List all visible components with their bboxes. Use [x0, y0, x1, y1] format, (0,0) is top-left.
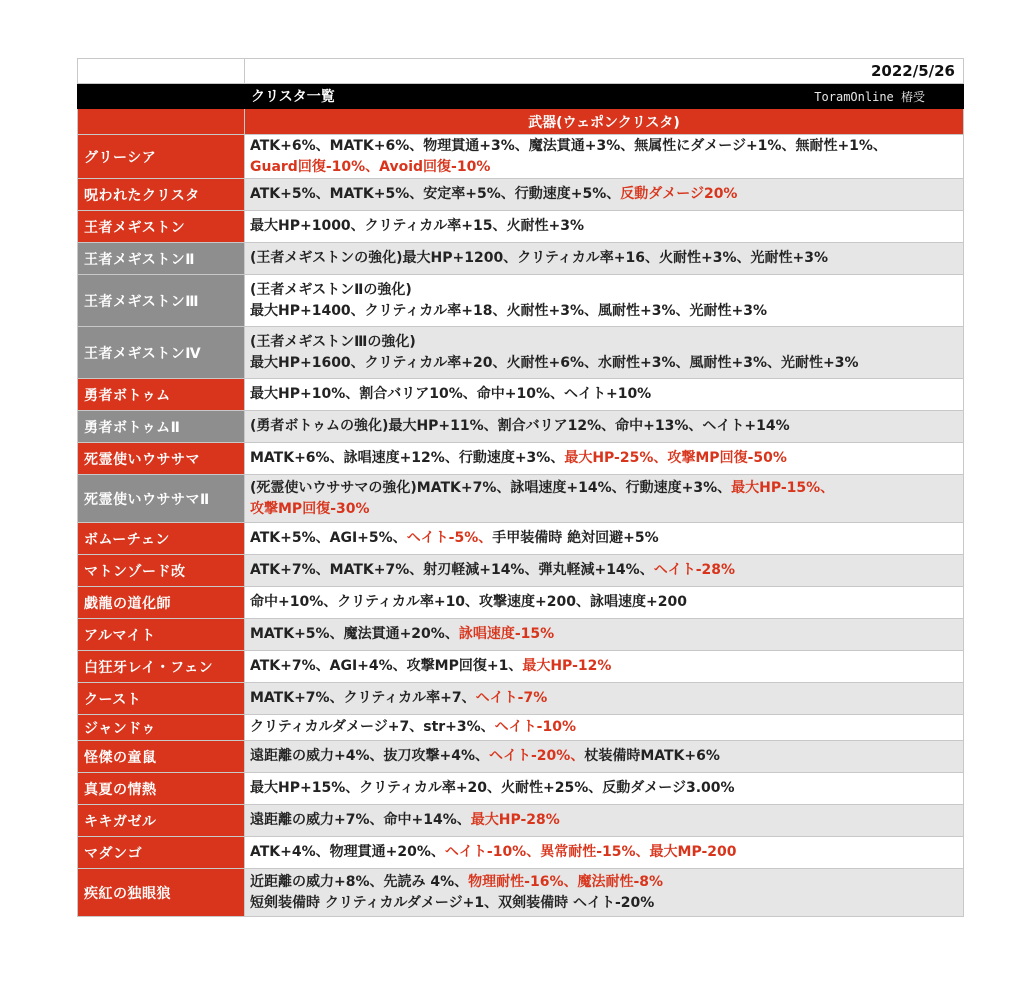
crysta-name: 呪われたクリスタ	[78, 179, 245, 211]
effect-line	[250, 624, 963, 645]
crysta-row	[78, 411, 964, 443]
crysta-effect	[245, 443, 964, 475]
crysta-row	[78, 275, 964, 327]
crysta-row	[78, 555, 964, 587]
crysta-effect	[245, 211, 964, 243]
effect-line	[250, 499, 963, 520]
effect-bonus: 最大HP+15%、クリティカル率+20、火耐性+25%、反動ダメージ3.00%	[250, 780, 735, 796]
date-label: 2022/5/26	[245, 59, 964, 84]
effect-bonus: ATK+4%、物理貫通+20%、	[250, 844, 445, 860]
crysta-row	[78, 379, 964, 411]
effect-line	[250, 416, 963, 437]
crysta-row	[78, 587, 964, 619]
crysta-name: 王者メギストンⅣ	[78, 327, 245, 379]
effect-bonus: 遠距離の威力+7%、命中+14%、	[250, 812, 471, 828]
crysta-row	[78, 243, 964, 275]
crysta-effect	[245, 243, 964, 275]
effect-line	[250, 184, 963, 205]
crysta-row	[78, 869, 964, 917]
effect-line	[250, 332, 963, 353]
effect-line	[250, 478, 963, 499]
crysta-effect	[245, 715, 964, 741]
effect-bonus: 最大HP+1400、クリティカル率+18、火耐性+3%、風耐性+3%、光耐性+3%	[250, 302, 767, 319]
effect-bonus: 近距離の威力+8%、先読み 4%、	[250, 873, 469, 890]
effect-penalty: ヘイト-20%、	[489, 748, 585, 764]
effect-line	[250, 872, 963, 893]
effect-penalty: 最大HP-25%、攻撃MP回復-50%	[564, 450, 787, 466]
effect-bonus: (勇者ボトゥムの強化)最大HP+11%、割合バリア12%、命中+13%、ヘイト+14%	[250, 418, 790, 434]
crysta-name: 戯龍の道化師	[78, 587, 245, 619]
section-corner-cell	[78, 109, 245, 135]
crysta-effect	[245, 379, 964, 411]
effect-bonus: 最大HP+1000、クリティカル率+15、火耐性+3%	[250, 218, 584, 234]
crysta-effect	[245, 837, 964, 869]
effect-line	[250, 448, 963, 469]
effect-line	[250, 893, 963, 914]
crysta-name: 死霊使いウササマ	[78, 443, 245, 475]
crysta-row	[78, 135, 964, 179]
crysta-row	[78, 683, 964, 715]
effect-bonus: 手甲装備時 絶対回避+5%	[492, 530, 659, 546]
crysta-name: 王者メギストンⅡ	[78, 243, 245, 275]
crysta-name: アルマイト	[78, 619, 245, 651]
crysta-row	[78, 443, 964, 475]
crysta-effect	[245, 475, 964, 523]
crysta-effect	[245, 135, 964, 179]
crysta-name: クースト	[78, 683, 245, 715]
effect-penalty: 攻撃MP回復-30%	[250, 500, 370, 517]
date-row	[78, 59, 964, 84]
section-heading: 武器(ウェポンクリスタ)	[245, 109, 964, 135]
crysta-effect	[245, 683, 964, 715]
effect-line	[250, 560, 963, 581]
effect-penalty: 最大HP-15%、	[731, 479, 835, 496]
crysta-name: グリーシア	[78, 135, 245, 179]
effect-line	[250, 216, 963, 237]
crysta-effect	[245, 411, 964, 443]
effect-line	[250, 528, 963, 549]
effect-bonus: MATK+6%、詠唱速度+12%、行動速度+3%、	[250, 450, 565, 466]
effect-bonus: (王者メギストンⅢの強化)	[250, 333, 416, 350]
crysta-effect	[245, 651, 964, 683]
title-row	[78, 84, 964, 109]
effect-bonus: 遠距離の威力+4%、抜刀攻撃+4%、	[250, 748, 489, 764]
effect-line	[250, 353, 963, 374]
crysta-effect	[245, 555, 964, 587]
effect-bonus: MATK+5%、魔法貫通+20%、	[250, 626, 459, 642]
crysta-table	[77, 58, 964, 917]
effect-line	[250, 810, 963, 831]
crysta-effect	[245, 327, 964, 379]
effect-penalty: Guard回復-10%、Avoid回復-10%	[250, 158, 491, 175]
effect-line	[250, 592, 963, 613]
effect-bonus: 命中+10%、クリティカル率+10、攻撃速度+200、詠唱速度+200	[250, 594, 687, 610]
effect-bonus: クリティカルダメージ+7、str+3%、	[250, 719, 495, 735]
effect-bonus: ATK+5%、AGI+5%、	[250, 530, 407, 546]
crysta-name: キキガゼル	[78, 805, 245, 837]
effect-line	[250, 746, 963, 767]
crysta-row	[78, 327, 964, 379]
crysta-effect	[245, 619, 964, 651]
crysta-row	[78, 651, 964, 683]
crysta-effect	[245, 869, 964, 917]
crysta-effect	[245, 805, 964, 837]
effect-line	[250, 384, 963, 405]
crysta-effect	[245, 179, 964, 211]
crysta-name: 真夏の情熱	[78, 773, 245, 805]
effect-bonus: ATK+6%、MATK+6%、物理貫通+3%、魔法貫通+3%、無属性にダメージ+1%、無耐性+1%、	[250, 137, 887, 154]
effect-penalty: 詠唱速度-15%	[458, 626, 555, 642]
crysta-name: 白狂牙レイ・フェン	[78, 651, 245, 683]
section-row	[78, 109, 964, 135]
crysta-row	[78, 741, 964, 773]
effect-line	[250, 688, 963, 709]
crysta-name: 疾紅の独眼狼	[78, 869, 245, 917]
effect-bonus: 短剣装備時 クリティカルダメージ+1、双剣装備時 ヘイト-20%	[250, 894, 655, 911]
effect-penalty: ヘイト-10%、異常耐性-15%、最大MP-200	[444, 844, 737, 860]
effect-bonus: (死霊使いウササマの強化)MATK+7%、詠唱速度+14%、行動速度+3%、	[250, 479, 732, 496]
effect-penalty: ヘイト-10%	[494, 719, 576, 735]
effect-bonus: ATK+7%、MATK+7%、射刃軽減+14%、弾丸軽減+14%、	[250, 562, 654, 578]
crysta-row	[78, 619, 964, 651]
effect-bonus: ATK+5%、MATK+5%、安定率+5%、行動速度+5%、	[250, 186, 621, 202]
effect-bonus: 最大HP+10%、割合バリア10%、命中+10%、ヘイト+10%	[250, 386, 652, 402]
crysta-name: 怪傑の童鼠	[78, 741, 245, 773]
crysta-row	[78, 523, 964, 555]
effect-penalty: ヘイト-5%、	[406, 530, 493, 546]
crysta-row	[78, 211, 964, 243]
effect-bonus: 最大HP+1600、クリティカル率+20、火耐性+6%、水耐性+3%、風耐性+3%、光耐性+3%	[250, 354, 859, 371]
title-corner-cell	[78, 84, 245, 109]
effect-penalty: 最大HP-28%	[470, 812, 560, 828]
effect-penalty: 物理耐性-16%、魔法耐性-8%	[468, 873, 664, 890]
crysta-effect	[245, 523, 964, 555]
crysta-row	[78, 837, 964, 869]
effect-penalty: ヘイト-28%	[653, 562, 736, 578]
effect-line	[250, 136, 963, 157]
crysta-effect	[245, 741, 964, 773]
crysta-name: ボムーチェン	[78, 523, 245, 555]
crysta-row	[78, 715, 964, 741]
effect-line	[250, 717, 963, 738]
crysta-row	[78, 805, 964, 837]
crysta-name: マダンゴ	[78, 837, 245, 869]
effect-line	[250, 301, 963, 322]
effect-bonus: MATK+7%、クリティカル率+7、	[250, 690, 476, 706]
date-corner-cell	[78, 59, 245, 84]
crysta-name: 勇者ボトゥムⅡ	[78, 411, 245, 443]
crysta-name: 死霊使いウササマⅡ	[78, 475, 245, 523]
effect-line	[250, 778, 963, 799]
effect-bonus: 杖装備時MATK+6%	[584, 748, 720, 764]
page-title: クリスタ一覧	[251, 89, 335, 105]
crysta-effect	[245, 587, 964, 619]
effect-line	[250, 842, 963, 863]
title-cell	[245, 84, 964, 109]
effect-line	[250, 248, 963, 269]
effect-penalty: 最大HP-12%	[522, 658, 612, 674]
effect-bonus: (王者メギストンⅡの強化)	[250, 281, 412, 298]
crysta-effect	[245, 773, 964, 805]
effect-line	[250, 280, 963, 301]
crysta-name: 王者メギストンⅢ	[78, 275, 245, 327]
crysta-name: 勇者ボトゥム	[78, 379, 245, 411]
effect-line	[250, 157, 963, 178]
crysta-row	[78, 475, 964, 523]
effect-penalty: 反動ダメージ20%	[620, 186, 738, 202]
crysta-row	[78, 179, 964, 211]
crysta-name: ジャンドゥ	[78, 715, 245, 741]
crysta-row	[78, 773, 964, 805]
effect-penalty: ヘイト-7%	[475, 690, 548, 706]
crysta-name: マトンゾード改	[78, 555, 245, 587]
crysta-effect	[245, 275, 964, 327]
effect-bonus: ATK+7%、AGI+4%、攻撃MP回復+1、	[250, 658, 523, 674]
crysta-name: 王者メギストン	[78, 211, 245, 243]
author-credit: ToramOnline 椿受	[814, 90, 925, 104]
effect-bonus: (王者メギストンの強化)最大HP+1200、クリティカル率+16、火耐性+3%、光耐性+3%	[250, 250, 828, 266]
effect-line	[250, 656, 963, 677]
